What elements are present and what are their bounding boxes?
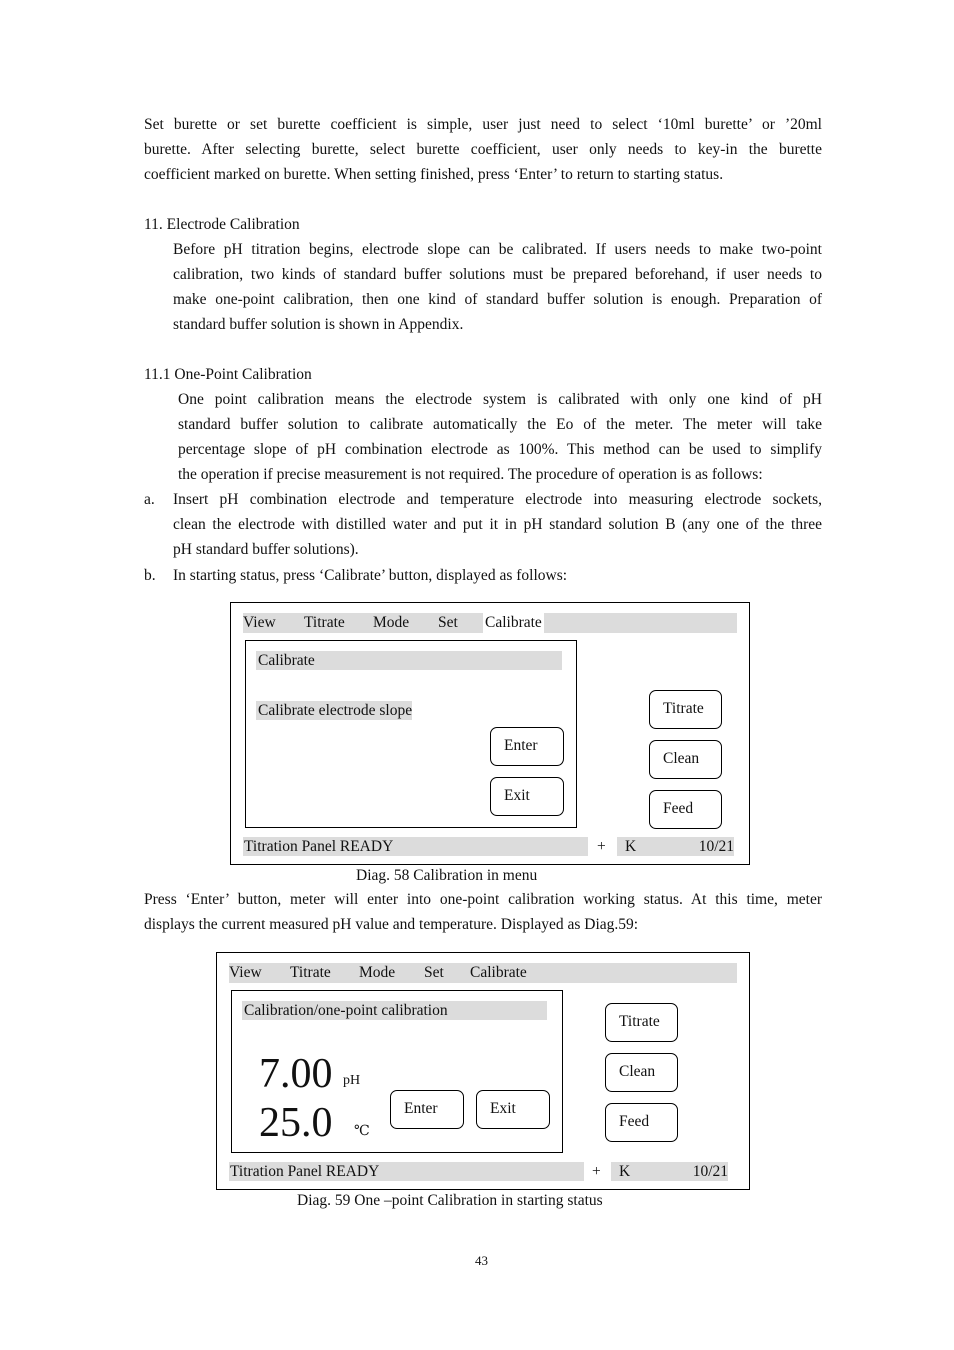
- section-11-1-heading: 11.1 One-Point Calibration: [144, 366, 312, 383]
- section-11-line-2: calibration, two kinds of standard buffer solutions must be prepared beforehand, if user needs to: [173, 266, 822, 283]
- diag59-status-text: Titration Panel READY: [229, 1162, 584, 1181]
- diag58-feed-button[interactable]: Feed: [649, 790, 722, 829]
- diag59-panel: [216, 952, 750, 1190]
- diag58-clean-button[interactable]: Clean: [649, 740, 722, 779]
- diag58-menu-set[interactable]: Set: [438, 614, 458, 631]
- diag59-status-k: [611, 1162, 728, 1181]
- diag58-status-k: [617, 837, 734, 856]
- diag59-menu-view[interactable]: View: [229, 964, 262, 981]
- diag58-panel: [230, 602, 750, 865]
- diag58-page-count: 10/21: [698, 838, 734, 855]
- diag58-menu-titrate[interactable]: Titrate: [304, 614, 345, 631]
- diag59-menu-set[interactable]: Set: [424, 964, 444, 981]
- diag58-menubar: [243, 613, 737, 633]
- section-11-1-line-3: percentage slope of pH combination electrode as 100%. This method can be used to simplify: [178, 441, 822, 458]
- section-11-1-line-2: standard buffer solution to calibrate automatically the Eo of the meter. The meter will take: [178, 416, 822, 433]
- section-11-heading: 11. Electrode Calibration: [144, 216, 300, 233]
- diag59-status-plus: +: [592, 1163, 601, 1180]
- section-11-line-1: Before pH titration begins, electrode slope can be calibrated. If users needs to make two-point: [173, 241, 822, 258]
- intro-line-3: coefficient marked on burette. When setting finished, press ‘Enter’ to return to starting status.: [144, 166, 724, 183]
- diag59-box-title: Calibration/one-point calibration: [242, 1001, 547, 1020]
- diag58-menu-calibrate[interactable]: Calibrate: [485, 614, 542, 631]
- diag58-menu-view[interactable]: View: [243, 614, 276, 631]
- diag59-ph-unit: pH: [343, 1073, 361, 1088]
- diag58-option-calibrate-slope[interactable]: Calibrate electrode slope: [258, 702, 413, 719]
- intro-line-2: burette. After selecting burette, select burette coefficient, user only needs to key-in the burette: [144, 141, 822, 158]
- step-a-line-1: Insert pH combination electrode and temperature electrode into measuring electrode sockets,: [173, 491, 822, 508]
- section-11-1-line-1: One point calibration means the electrode system is calibrated with only one kind of pH: [178, 391, 822, 408]
- diag59-menu-calibrate[interactable]: Calibrate: [470, 964, 527, 981]
- diag59-calibration-box: [231, 990, 563, 1153]
- after58-line-1: Press ‘Enter’ button, meter will enter into one-point calibration working status. At this time, meter: [144, 891, 822, 908]
- diag59-menu-titrate[interactable]: Titrate: [290, 964, 331, 981]
- diag59-caption: Diag. 59 One –point Calibration in starting status: [297, 1192, 603, 1209]
- diag59-enter-button[interactable]: Enter: [390, 1090, 464, 1129]
- diag58-caption: Diag. 58 Calibration in menu: [356, 867, 538, 884]
- diag59-menubar: [229, 963, 737, 983]
- page-number: 43: [475, 1253, 488, 1268]
- diag58-k-label: K: [625, 838, 637, 855]
- diag59-ph-value: 7.00: [259, 1051, 333, 1097]
- diag58-status-text: Titration Panel READY: [243, 837, 588, 856]
- diag59-clean-button[interactable]: Clean: [605, 1053, 678, 1092]
- section-11-1-line-4: the operation if precise measurement is not required. The procedure of operation is as follows:: [178, 466, 763, 483]
- step-a-line-2: clean the electrode with distilled water and put it in pH standard solution B (any one of the three: [173, 516, 822, 533]
- step-a-line-3: pH standard buffer solutions).: [173, 541, 359, 558]
- diag58-status-plus: +: [597, 838, 606, 855]
- diag58-exit-button[interactable]: Exit: [490, 777, 564, 816]
- step-a-marker: a.: [144, 491, 155, 508]
- diag59-menu-mode[interactable]: Mode: [359, 964, 396, 981]
- after58-line-2: displays the current measured pH value and temperature. Displayed as Diag.59:: [144, 916, 639, 933]
- diag58-titrate-button[interactable]: Titrate: [649, 690, 722, 729]
- diag59-temp-value: 25.0: [259, 1100, 333, 1146]
- diag58-menu-mode[interactable]: Mode: [373, 614, 410, 631]
- diag59-temp-unit: ℃: [354, 1124, 370, 1139]
- intro-line-1: Set burette or set burette coefficient is simple, user just need to select ‘10ml burette’ or ’20ml: [144, 116, 822, 133]
- diag59-k-label: K: [619, 1163, 631, 1180]
- diag59-titrate-button[interactable]: Titrate: [605, 1003, 678, 1042]
- section-11-line-3: make one-point calibration, then one kind of standard buffer solution is enough. Preparation of: [173, 291, 822, 308]
- diag58-calibrate-box: [245, 640, 577, 828]
- diag59-feed-button[interactable]: Feed: [605, 1103, 678, 1142]
- diag59-page-count: 10/21: [692, 1163, 728, 1180]
- step-b-line-1: In starting status, press ‘Calibrate’ button, displayed as follows:: [173, 567, 568, 584]
- step-b-marker: b.: [144, 567, 156, 584]
- diag59-exit-button[interactable]: Exit: [476, 1090, 550, 1129]
- diag58-enter-button[interactable]: Enter: [490, 727, 564, 766]
- diag58-box-title: Calibrate: [256, 651, 562, 670]
- section-11-line-4: standard buffer solution is shown in Appendix.: [173, 316, 464, 333]
